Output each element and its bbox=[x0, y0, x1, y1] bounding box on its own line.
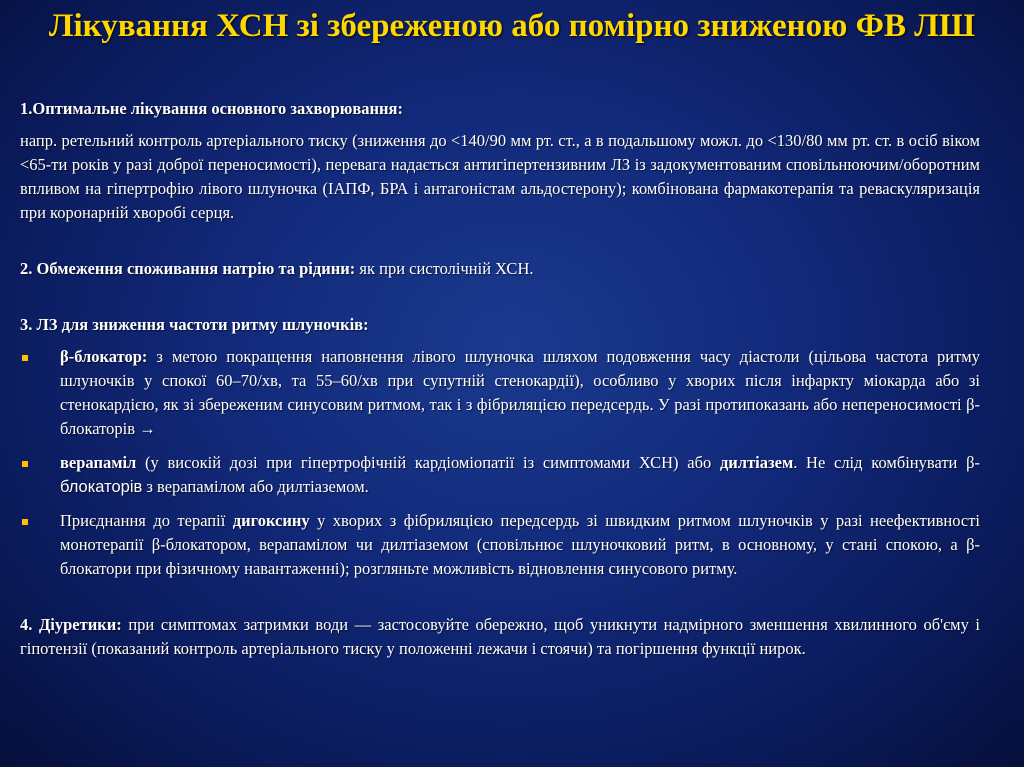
bullet-2-bold-1: верапаміл bbox=[60, 453, 137, 472]
bullet-1-bold: β-блокатор: bbox=[60, 347, 148, 366]
section-1-text: напр. ретельний контроль артеріального тиску (зниження до <140/90 мм рт. ст., а в подальшому можл. до <130/80 мм рт. ст. в осіб віком <65-ти років у разі доброї переносимості), перевага надається антигіпертензивним ЛЗ із задокументованим сповільнюючим/оборотним впливом на гіпертрофію лівого шлуночка (ІАПФ, БРА і антагоністам альдостерону); комбінована фармакотерапія та реваскуляризація при коронарній хворобі серця. bbox=[20, 131, 980, 222]
section-4-heading: 4. Діуретики: bbox=[20, 615, 122, 634]
bullet-square-icon bbox=[22, 355, 28, 361]
bullet-2-bold-2: дилтіазем bbox=[719, 453, 794, 472]
section-2-text: як при систолічній ХСН. bbox=[355, 259, 534, 278]
bullet-2-text-1: (у високій дозі при гіпертрофічній кардіоміопатії із симптомами ХСН) або bbox=[136, 453, 720, 472]
slide-title: Лікування ХСН зі збереженою або помірно зниженою ФВ ЛШ bbox=[48, 8, 976, 44]
section-4-text: при симптомах затримки води — застосовуйте обережно, щоб уникнути надмірного зменшення хвилинного об'єму і гіпотензії (показаний контроль артеріального тиску у положенні лежачи і стоячи) та погіршення функції нирок. bbox=[20, 615, 980, 658]
bullet-verapamil bbox=[20, 451, 980, 499]
bullet-3-text-1: Приєднання до терапії bbox=[60, 511, 233, 530]
bullet-square-icon bbox=[22, 519, 28, 525]
section-1-heading: 1.Оптимальне лікування основного захворювання: bbox=[20, 99, 403, 118]
bullet-beta-blocker bbox=[20, 345, 980, 441]
bullet-1-text: з метою покращення наповнення лівого шлуночка шляхом подовження часу діастоли (цільова частота ритму шлуночків у спокої 60–70/хв, та 55–60/хв при супутній стенокардії), особливо у хворих після інфаркту міокарда або зі стенокардією, як зі збереженим синусовим ритмом, так і з фібриляцією передсердь. У разі протипоказань або непереносимості β-блокаторів → bbox=[60, 347, 980, 438]
section-2-heading: 2. Обмеження споживання натрію та рідини: bbox=[20, 259, 356, 278]
section-3-heading: 3. ЛЗ для зниження частоти ритму шлуночків: bbox=[20, 315, 369, 334]
bullet-2-bold-3: блокаторів bbox=[60, 478, 143, 496]
slide-content bbox=[20, 97, 980, 661]
bullet-digoxin bbox=[20, 509, 980, 581]
bullet-square-icon bbox=[22, 461, 28, 467]
section-4 bbox=[20, 613, 980, 661]
bullet-2-text-2: . Не слід комбінувати β- bbox=[793, 453, 980, 472]
bullet-2-text-3: з верапамілом або дилтіаземом. bbox=[142, 477, 369, 496]
bullet-3-bold: дигоксину bbox=[232, 511, 310, 530]
bullet-3-text-2: у хворих з фібриляцією передсердь зі швидким ритмом шлуночків у разі неефективності монотерапії β-блокатором, верапамілом чи дилтіаземом (сповільнює шлуночковий ритм, в основному, у стані спокою, а β-блокатори при фізичному навантаженні); розгляньте можливість відновлення синусового ритму. bbox=[60, 511, 980, 578]
section-2 bbox=[20, 257, 980, 281]
